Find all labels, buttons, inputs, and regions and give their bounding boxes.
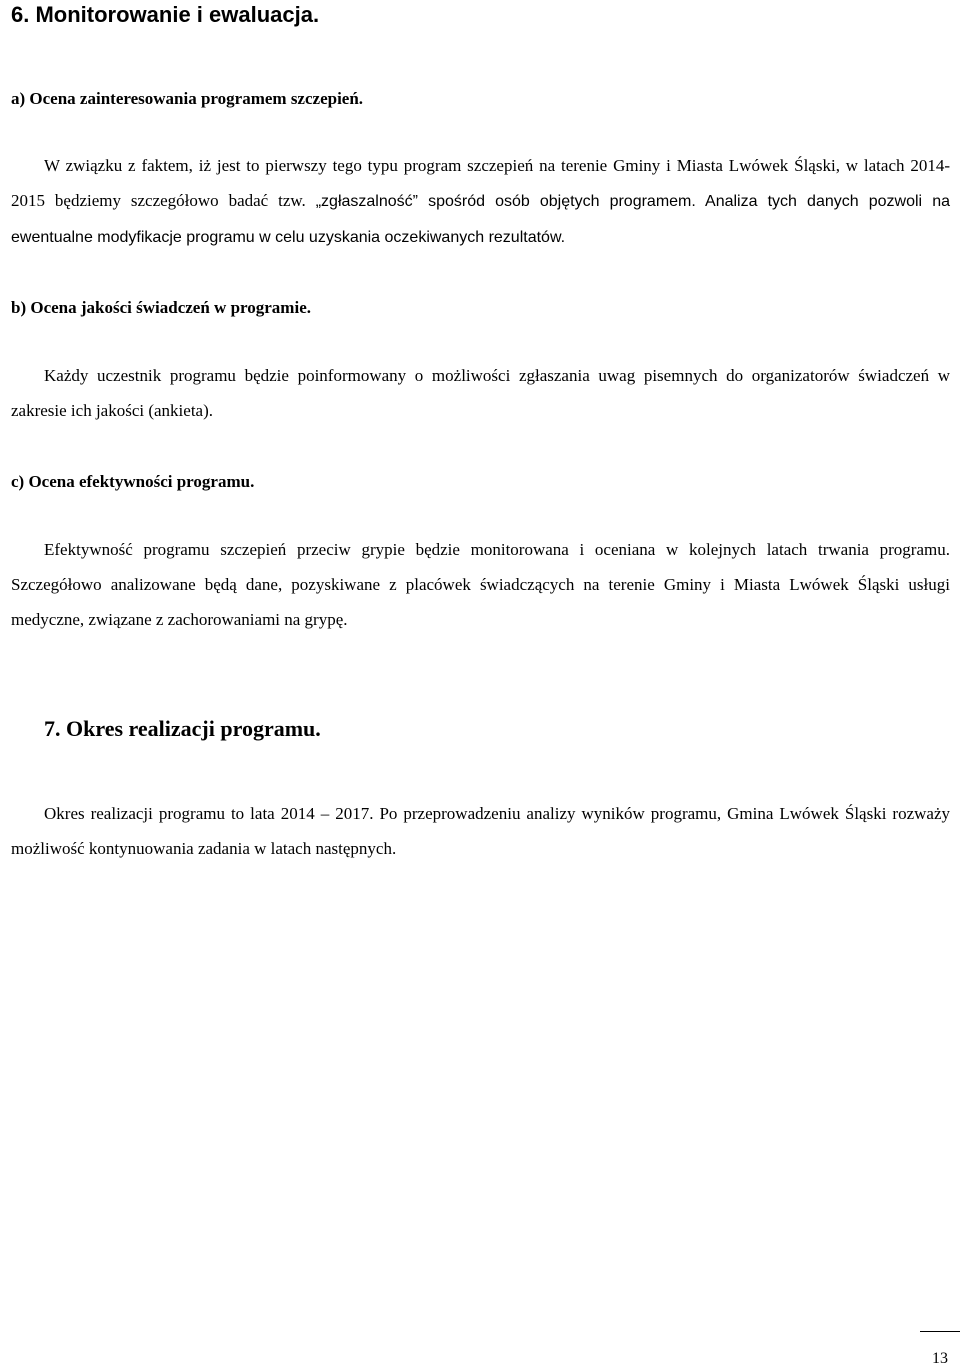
page-number: 13 (932, 1350, 948, 1367)
section-6-title: 6. Monitorowanie i ewaluacja. (11, 2, 320, 27)
subsection-b-paragraph (11, 358, 950, 428)
subsection-b-heading: b) Ocena jakości świadczeń w programie. (11, 298, 311, 317)
section-7-paragraph (11, 796, 950, 866)
subsection-c-heading: c) Ocena efektywności programu. (11, 472, 255, 491)
subsection-a-heading: a) Ocena zainteresowania programem szczepień. (11, 89, 364, 108)
subsection-c-paragraph (11, 532, 950, 637)
subsection-b-text: Każdy uczestnik programu będzie poinformowany o możliwości zgłaszania uwag pisemnych do organizatorów świadczeń w zakresie ich jakości (ankieta). (11, 366, 950, 420)
subsection-a-text-part2: „zgłaszalność” spośród osób objętych programem. Analiza tych danych pozwoli na ewentualne modyfikacje programu w celu uzyskania oczekiwanych rezultatów. (11, 193, 950, 246)
subsection-a-text-part1: W związku z faktem, iż jest to pierwszy tego typu program szczepień na terenie Gminy i Miasta Lwówek Śląski, w latach 2014-2015 będziemy szczegółowo badać tzw. (11, 156, 950, 210)
subsection-a-paragraph (11, 148, 950, 255)
subsection-c-text: Efektywność programu szczepień przeciw grypie będzie monitorowana i oceniana w kolejnych latach trwania programu. Szczegółowo analizowane będą dane, pozyskiwane z placówek świadczących na terenie Gminy i Miasta Lwówek Śląski usługi medyczne, związane z zachorowaniami na grypę. (11, 540, 950, 629)
section-7-title: 7. Okres realizacji programu. (44, 716, 321, 741)
page-number-rule (920, 1331, 960, 1332)
section-7-text: Okres realizacji programu to lata 2014 – 2017. Po przeprowadzeniu analizy wyników programu, Gmina Lwówek Śląski rozważy możliwość kontynuowania zadania w latach następnych. (11, 804, 950, 858)
